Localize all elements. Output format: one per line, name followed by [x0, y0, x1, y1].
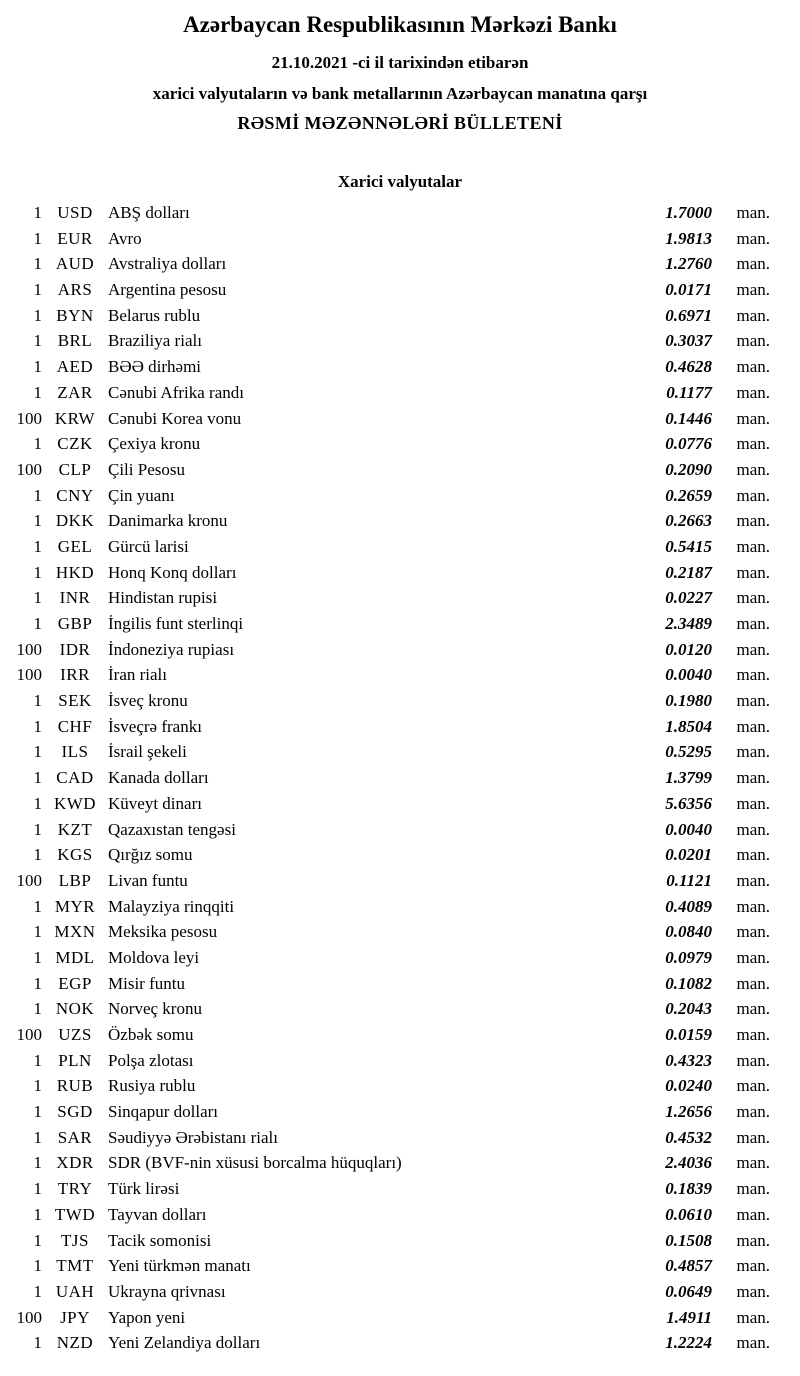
quantity: 100	[16, 459, 42, 479]
currency-name: Səudiyyə Ərəbistanı rialı	[108, 1127, 278, 1147]
quantity: 100	[16, 665, 42, 685]
rate-unit: man.	[736, 665, 770, 685]
rate-unit: man.	[736, 1307, 770, 1327]
rate-row	[10, 431, 770, 457]
rate-unit: man.	[736, 357, 770, 377]
rate-row	[10, 277, 770, 303]
rate-value: 0.4628	[665, 357, 712, 377]
rate-value: 1.8504	[665, 716, 712, 736]
rate-unit: man.	[736, 511, 770, 531]
rate-unit: man.	[736, 536, 770, 556]
rate-row	[10, 1074, 770, 1100]
quantity: 1	[33, 331, 42, 351]
rate-unit: man.	[736, 305, 770, 325]
quantity: 1	[33, 922, 42, 942]
rate-value: 1.9813	[665, 228, 712, 248]
rate-value: 0.0227	[665, 588, 712, 608]
rate-row	[10, 740, 770, 766]
rate-row	[10, 637, 770, 663]
rate-value: 2.3489	[665, 614, 712, 634]
currency-code: MYR	[54, 896, 96, 916]
quantity: 1	[33, 819, 42, 839]
rate-row	[10, 483, 770, 509]
currency-code: RUB	[56, 1076, 94, 1096]
quantity: 1	[33, 742, 42, 762]
rate-value: 0.0171	[665, 280, 712, 300]
quantity: 1	[33, 305, 42, 325]
quantity: 1	[33, 1256, 42, 1276]
rate-row	[10, 919, 770, 945]
currency-name: İngilis funt sterlinqi	[108, 614, 244, 634]
quantity: 100	[16, 1307, 42, 1327]
currency-name: SDR (BVF-nin xüsusi borcalma hüquqları)	[108, 1153, 402, 1173]
rate-value: 0.2090	[665, 459, 712, 479]
currency-name: Ukrayna qrivnası	[108, 1281, 226, 1301]
rate-unit: man.	[736, 793, 770, 813]
currency-name: Rusiya rublu	[108, 1076, 196, 1096]
rate-value: 0.1082	[665, 973, 712, 993]
rate-unit: man.	[736, 459, 770, 479]
rate-unit: man.	[736, 639, 770, 659]
quantity: 1	[33, 716, 42, 736]
currency-code: UAH	[55, 1281, 95, 1301]
rate-row	[10, 1330, 770, 1356]
currency-code: CHF	[57, 716, 93, 736]
rate-unit: man.	[736, 254, 770, 274]
rate-unit: man.	[736, 947, 770, 967]
currency-code: AUD	[55, 254, 95, 274]
quantity: 1	[33, 1179, 42, 1199]
rate-value: 0.1121	[666, 870, 712, 890]
rate-row	[10, 868, 770, 894]
quantity: 1	[33, 1230, 42, 1250]
currency-name: Tacik somonisi	[108, 1230, 212, 1250]
quantity: 100	[16, 408, 42, 428]
rate-unit: man.	[736, 588, 770, 608]
quantity: 1	[33, 691, 42, 711]
quantity: 1	[33, 1076, 42, 1096]
rate-value: 0.0040	[665, 665, 712, 685]
quantity: 1	[33, 1102, 42, 1122]
currency-code: HKD	[55, 562, 95, 582]
rate-row	[10, 226, 770, 252]
rate-row	[10, 817, 770, 843]
currency-name: Türk lirəsi	[108, 1179, 180, 1199]
rate-value: 5.6356	[665, 793, 712, 813]
rate-unit: man.	[736, 845, 770, 865]
currency-name: Polşa zlotası	[108, 1050, 194, 1070]
currency-code: SEK	[58, 691, 92, 711]
currency-code: KZT	[57, 819, 93, 839]
rate-unit: man.	[736, 1230, 770, 1250]
quantity: 1	[33, 357, 42, 377]
rate-value: 0.0040	[665, 819, 712, 839]
rate-row	[10, 997, 770, 1023]
currency-name: Çili Pesosu	[108, 459, 185, 479]
quantity: 1	[33, 1281, 42, 1301]
currency-code: GBP	[57, 614, 93, 634]
quantity: 1	[33, 973, 42, 993]
rate-row	[10, 791, 770, 817]
rate-value: 0.4857	[665, 1256, 712, 1276]
quantity: 1	[33, 382, 42, 402]
rate-row	[10, 688, 770, 714]
quantity: 1	[33, 203, 42, 223]
quantity: 1	[33, 614, 42, 634]
rate-row	[10, 1228, 770, 1254]
rate-unit: man.	[736, 819, 770, 839]
quantity: 1	[33, 1153, 42, 1173]
currency-code: TWD	[54, 1204, 96, 1224]
rate-value: 1.3799	[665, 768, 712, 788]
rate-value: 0.2663	[665, 511, 712, 531]
currency-code: NOK	[55, 999, 95, 1019]
rate-unit: man.	[736, 1333, 770, 1353]
rate-value: 0.1446	[665, 408, 712, 428]
rate-row	[10, 842, 770, 868]
rate-value: 1.2656	[665, 1102, 712, 1122]
quantity: 1	[33, 254, 42, 274]
rate-unit: man.	[736, 716, 770, 736]
currency-code: IRR	[60, 665, 90, 685]
rate-row	[10, 1279, 770, 1305]
currency-name: Belarus rublu	[108, 305, 201, 325]
rate-row	[10, 894, 770, 920]
rate-row	[10, 1305, 770, 1331]
rate-unit: man.	[736, 485, 770, 505]
quantity: 1	[33, 280, 42, 300]
quantity: 1	[33, 228, 42, 248]
currency-code: CLP	[58, 459, 92, 479]
currency-name: Honq Konq dolları	[108, 562, 237, 582]
currency-name: Avstraliya dolları	[108, 254, 227, 274]
currency-code: ILS	[61, 742, 89, 762]
rate-value: 1.2760	[665, 254, 712, 274]
currency-name: Meksika pesosu	[108, 922, 218, 942]
currency-name: Danimarka kronu	[108, 511, 228, 531]
quantity: 1	[33, 896, 42, 916]
rate-value: 0.0840	[665, 922, 712, 942]
currency-name: Malayziya rinqqiti	[108, 896, 235, 916]
currency-name: Avro	[108, 228, 142, 248]
currency-name: Qazaxıstan tengəsi	[108, 819, 236, 839]
quantity: 1	[33, 793, 42, 813]
rate-value: 1.4911	[666, 1307, 712, 1327]
rate-value: 0.1980	[665, 691, 712, 711]
rate-row	[10, 457, 770, 483]
rate-value: 2.4036	[665, 1153, 712, 1173]
currency-code: MDL	[55, 947, 95, 967]
bank-title: Azərbaycan Respublikasının Mərkəzi Bankı	[183, 12, 617, 37]
rate-row	[10, 1048, 770, 1074]
quantity: 1	[33, 1050, 42, 1070]
currency-code: DKK	[55, 511, 95, 531]
rate-value: 0.4532	[665, 1127, 712, 1147]
rate-unit: man.	[736, 1281, 770, 1301]
currency-code: SGD	[57, 1102, 93, 1122]
quantity: 1	[33, 588, 42, 608]
rate-row	[10, 663, 770, 689]
rate-row	[10, 508, 770, 534]
rates-table	[10, 200, 770, 1356]
rate-unit: man.	[736, 331, 770, 351]
currency-code: EUR	[57, 228, 93, 248]
rate-value: 0.0201	[665, 845, 712, 865]
rate-row	[10, 1253, 770, 1279]
currency-code: ARS	[57, 280, 93, 300]
rate-value: 0.0240	[665, 1076, 712, 1096]
rate-row	[10, 714, 770, 740]
rate-row	[10, 252, 770, 278]
section-title: Xarici valyutalar	[337, 172, 463, 192]
currency-name: Livan funtu	[108, 870, 188, 890]
rate-unit: man.	[736, 1204, 770, 1224]
currency-code: KGS	[57, 845, 93, 865]
rate-row	[10, 1202, 770, 1228]
rate-value: 0.6971	[665, 305, 712, 325]
currency-name: Cənubi Korea vonu	[108, 408, 242, 428]
rate-value: 0.0610	[665, 1204, 712, 1224]
quantity: 1	[33, 768, 42, 788]
currency-name: Hindistan rupisi	[108, 588, 218, 608]
currency-name: Norveç kronu	[108, 999, 202, 1019]
quantity: 1	[33, 562, 42, 582]
quantity: 1	[33, 845, 42, 865]
rate-unit: man.	[736, 742, 770, 762]
rate-unit: man.	[736, 1102, 770, 1122]
currency-code: CZK	[57, 434, 93, 454]
currency-name: Çin yuanı	[108, 485, 175, 505]
rate-value: 0.4089	[665, 896, 712, 916]
rate-unit: man.	[736, 228, 770, 248]
rate-row	[10, 611, 770, 637]
rate-value: 0.0649	[665, 1281, 712, 1301]
quantity: 100	[16, 639, 42, 659]
currency-code: INR	[59, 588, 91, 608]
rate-value: 0.5295	[665, 742, 712, 762]
rate-value: 0.0120	[665, 639, 712, 659]
rate-row	[10, 1022, 770, 1048]
currency-name: ABŞ dolları	[108, 203, 190, 223]
rate-unit: man.	[736, 614, 770, 634]
currency-name: Kanada dolları	[108, 768, 209, 788]
rate-row	[10, 200, 770, 226]
currency-name: Yapon yeni	[108, 1307, 186, 1327]
rate-value: 0.2043	[665, 999, 712, 1019]
currency-code: UZS	[58, 1025, 92, 1045]
rate-unit: man.	[736, 973, 770, 993]
rates-table-body	[10, 200, 770, 1356]
currency-name: Tayvan dolları	[108, 1204, 207, 1224]
rate-unit: man.	[736, 382, 770, 402]
currency-name: İsrail şekeli	[108, 742, 187, 762]
currency-name: Özbək somu	[108, 1025, 194, 1045]
currency-code: JPY	[60, 1307, 90, 1327]
quantity: 1	[33, 1204, 42, 1224]
currency-code: CNY	[56, 485, 94, 505]
currency-code: NZD	[56, 1333, 94, 1353]
quantity: 100	[16, 870, 42, 890]
rate-unit: man.	[736, 768, 770, 788]
rate-row	[10, 1176, 770, 1202]
currency-name: Braziliya rialı	[108, 331, 202, 351]
rate-unit: man.	[736, 896, 770, 916]
currency-code: KWD	[53, 793, 97, 813]
currency-code: EGP	[58, 973, 92, 993]
quantity: 1	[33, 1127, 42, 1147]
rate-unit: man.	[736, 691, 770, 711]
rate-unit: man.	[736, 1050, 770, 1070]
rate-value: 1.7000	[665, 203, 712, 223]
rate-row	[10, 406, 770, 432]
quantity: 1	[33, 1333, 42, 1353]
rate-unit: man.	[736, 434, 770, 454]
rate-unit: man.	[736, 203, 770, 223]
currency-name: İsveçrə frankı	[108, 716, 202, 736]
currency-name: Yeni türkmən manatı	[108, 1256, 251, 1276]
currency-name: Yeni Zelandiya dolları	[108, 1333, 261, 1353]
currency-code: TJS	[61, 1230, 89, 1250]
effective-date-line: 21.10.2021 -ci il tarixindən etibarən	[271, 53, 529, 72]
rate-unit: man.	[736, 562, 770, 582]
quantity: 1	[33, 511, 42, 531]
currency-name: Misir funtu	[108, 973, 185, 993]
quantity: 1	[33, 536, 42, 556]
rate-value: 0.3037	[665, 331, 712, 351]
rate-value: 0.0159	[665, 1025, 712, 1045]
quantity: 100	[16, 1025, 42, 1045]
rate-unit: man.	[736, 1127, 770, 1147]
rate-unit: man.	[736, 999, 770, 1019]
rate-unit: man.	[736, 922, 770, 942]
rate-unit: man.	[736, 1025, 770, 1045]
currency-name: İran rialı	[108, 665, 167, 685]
currency-name: Gürcü larisi	[108, 536, 189, 556]
currency-name: Çexiya kronu	[108, 434, 201, 454]
rate-value: 0.1839	[665, 1179, 712, 1199]
rate-row	[10, 380, 770, 406]
currency-name: Sinqapur dolları	[108, 1102, 219, 1122]
rate-row	[10, 303, 770, 329]
bulletin-name: RƏSMİ MƏZƏNNƏLƏRİ BÜLLETENİ	[237, 113, 563, 134]
currency-code: BYN	[56, 305, 94, 325]
currency-code: XDR	[56, 1153, 94, 1173]
rate-row	[10, 1125, 770, 1151]
currency-code: MXN	[54, 922, 96, 942]
rate-row	[10, 329, 770, 355]
currency-code: CAD	[56, 768, 94, 788]
rate-row	[10, 354, 770, 380]
currency-code: AED	[56, 357, 94, 377]
rate-unit: man.	[736, 1153, 770, 1173]
rate-value: 0.0979	[665, 947, 712, 967]
currency-code: PLN	[58, 1050, 92, 1070]
rate-value: 0.1177	[666, 382, 712, 402]
rate-row	[10, 534, 770, 560]
rate-row	[10, 765, 770, 791]
currency-name: İndoneziya rupiası	[108, 639, 235, 659]
currency-code: LBP	[58, 870, 92, 890]
rate-unit: man.	[736, 1256, 770, 1276]
currency-code: TRY	[57, 1179, 93, 1199]
currency-code: BRL	[57, 331, 93, 351]
rate-row	[10, 971, 770, 997]
currency-code: IDR	[59, 639, 91, 659]
rate-value: 0.5415	[665, 536, 712, 556]
currency-code: GEL	[57, 536, 93, 556]
currency-code: USD	[57, 203, 93, 223]
quantity: 1	[33, 999, 42, 1019]
rate-value: 0.2187	[665, 562, 712, 582]
currency-code: TMT	[56, 1256, 94, 1276]
currency-code: ZAR	[57, 382, 93, 402]
quantity: 1	[33, 947, 42, 967]
rate-unit: man.	[736, 280, 770, 300]
rate-unit: man.	[736, 870, 770, 890]
rate-row	[10, 1151, 770, 1177]
bulletin-header	[0, 12, 800, 134]
rate-value: 0.1508	[665, 1230, 712, 1250]
rate-row	[10, 586, 770, 612]
rate-value: 1.2224	[665, 1333, 712, 1353]
currency-name: Cənubi Afrika randı	[108, 382, 244, 402]
rate-row	[10, 1099, 770, 1125]
subject-line: xarici valyutaların və bank metallarının Azərbaycan manatına qarşı	[152, 83, 648, 103]
currency-code: SAR	[57, 1127, 93, 1147]
rate-row	[10, 945, 770, 971]
quantity: 1	[33, 485, 42, 505]
currency-name: Küveyt dinarı	[108, 793, 202, 813]
rate-value: 0.0776	[665, 434, 712, 454]
currency-name: Argentina pesosu	[108, 280, 227, 300]
rate-value: 0.2659	[665, 485, 712, 505]
rate-row	[10, 560, 770, 586]
quantity: 1	[33, 434, 42, 454]
currency-name: İsveç kronu	[108, 691, 188, 711]
currency-code: KRW	[54, 408, 96, 428]
currency-name: Qırğız somu	[108, 845, 193, 865]
currency-name: Moldova leyi	[108, 947, 200, 967]
currency-name: BƏƏ dirhəmi	[108, 357, 202, 377]
rate-value: 0.4323	[665, 1050, 712, 1070]
rate-unit: man.	[736, 408, 770, 428]
rate-unit: man.	[736, 1076, 770, 1096]
rate-unit: man.	[736, 1179, 770, 1199]
